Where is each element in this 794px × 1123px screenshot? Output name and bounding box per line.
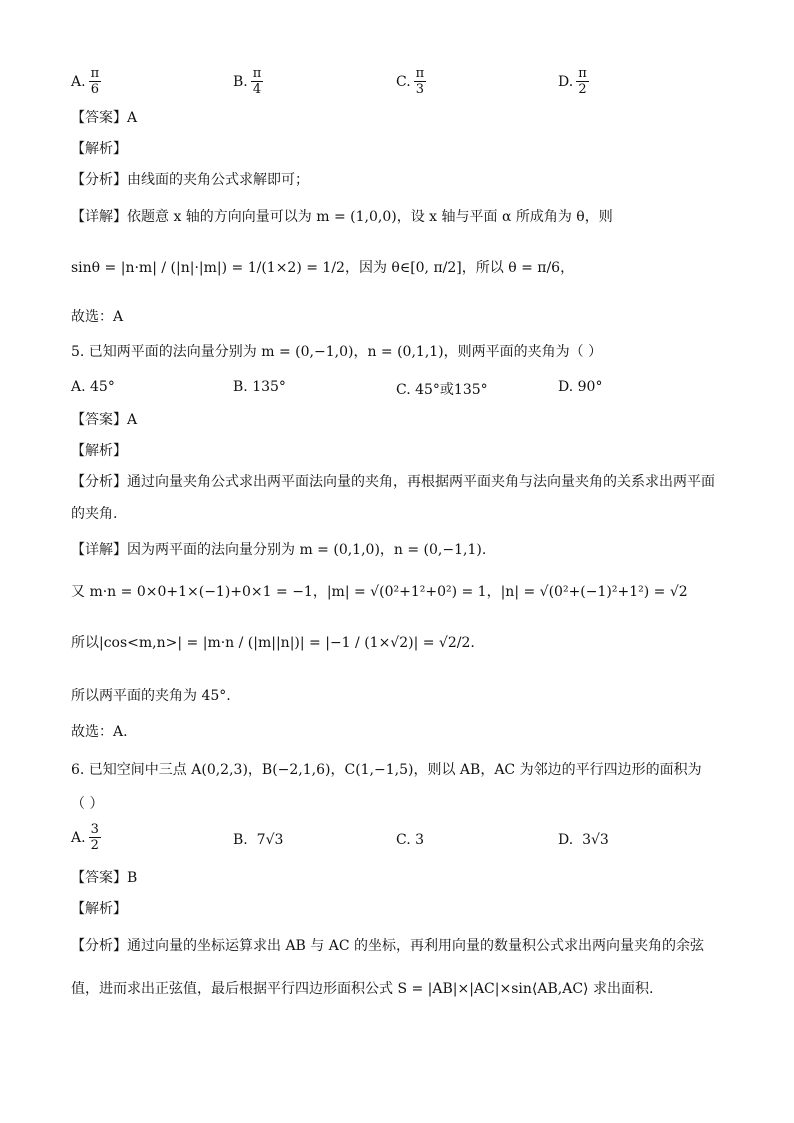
q5-pick: 故选：A. <box>71 724 128 740</box>
option-letter: C. <box>396 73 411 90</box>
option-value: 3 <box>415 832 425 848</box>
fenxi-text: 由线面的夹角公式求解即可； <box>127 172 309 188</box>
option-value: 7√3 <box>256 832 284 848</box>
q5-line-3: 所以|cos<m,n>| = |m·n / (|m||n|)| = |−1 / (1×√2)| = √2/2. <box>71 635 475 651</box>
q6-option-a <box>71 822 104 853</box>
q6-stem: 6. 已知空间中三点 A(0,2,3)，B(−2,1,6)，C(1,−1,5)，则以 AB，AC 为邻边的平行四边形的面积为 <box>71 762 702 778</box>
fenxi-text: 通过向量夹角公式求出两平面法向量的夹角，再根据两平面夹角与法向量夹角的关系求出两平面 <box>127 474 715 490</box>
q5-answer: 【答案】A <box>71 412 138 428</box>
q5-fenxi-cont: 的夹角. <box>71 506 118 522</box>
q6-option-c <box>396 832 424 848</box>
q5-stem: 5. 已知两平面的法向量分别为 m = (0,−1,0)，n = (0,1,1)，则两平面的夹角为（ ） <box>71 344 603 360</box>
detail-text: 依题意 x 轴的方向向量可以为 m = (1,0,0)，设 x 轴与平面 α 所成角为 θ，则 <box>127 209 613 225</box>
option-letter: A. <box>71 73 86 90</box>
q6-answer: 【答案】B <box>71 870 138 886</box>
q6-fenxi <box>71 936 704 956</box>
q5-line-4: 所以两平面的夹角为 45°. <box>71 688 231 704</box>
q5-detail <box>71 540 486 560</box>
fenxi-text: 通过向量的坐标运算求出 AB 与 AC 的坐标，再利用向量的数量积公式求出两向量夹角的余弦 <box>127 938 705 954</box>
q4-option-d <box>558 66 592 97</box>
q4-pick: 故选：A <box>71 309 124 325</box>
q4-fenxi <box>71 170 309 190</box>
q6-stem-paren: （ ） <box>71 796 104 812</box>
q4-detail <box>71 207 613 227</box>
option-fraction: $\frac{3}{2}$ <box>90 822 99 853</box>
option-fraction: $\frac{\pi}{6}$ <box>90 66 100 97</box>
option-letter: D. <box>558 73 574 90</box>
q4-analysis-heading: 【解析】 <box>71 141 127 157</box>
option-fraction: $\frac{\pi}{2}$ <box>578 66 587 97</box>
q4-option-b <box>233 66 266 97</box>
q5-analysis-heading: 【解析】 <box>71 443 127 459</box>
option-letter: D. <box>558 832 574 848</box>
option-fraction: $\frac{\pi}{4}$ <box>252 66 262 97</box>
q5-option-c: C. 45°或135° <box>396 382 488 398</box>
option-letter: A. <box>71 829 86 846</box>
option-letter: B. <box>233 73 248 90</box>
q5-option-a: A. 45° <box>71 379 115 395</box>
option-value: 3√3 <box>582 832 609 848</box>
q5-fenxi <box>71 472 715 492</box>
fenxi-tag: 【分析】 <box>71 938 127 954</box>
q4-option-a <box>71 66 104 97</box>
q5-option-d: D. 90° <box>558 379 603 395</box>
q6-option-d <box>558 832 609 848</box>
q4-option-c <box>396 66 429 97</box>
q6-fenxi-cont: 值，进而求出正弦值，最后根据平行四边形面积公式 S = |AB|×|AC|×sin⟨AB,AC⟩ 求出面积. <box>71 981 654 997</box>
option-letter: B. <box>233 832 248 848</box>
q5-option-b: B. 135° <box>233 379 286 395</box>
option-fraction: $\frac{\pi}{3}$ <box>415 66 425 97</box>
q4-answer: 【答案】A <box>71 110 138 126</box>
detail-tag: 【详解】 <box>71 542 127 558</box>
q4-formula: sinθ = |n·m| / (|n|·|m|) = 1/(1×2) = 1/2，因为 θ∈[0, π/2]，所以 θ = π/6， <box>71 260 575 276</box>
q6-analysis-heading: 【解析】 <box>71 901 127 917</box>
detail-tag: 【详解】 <box>71 209 127 225</box>
detail-text: 因为两平面的法向量分别为 m = (0,1,0)，n = (0,−1,1). <box>127 542 487 558</box>
fenxi-tag: 【分析】 <box>71 474 127 490</box>
q5-line-2: 又 m·n = 0×0+1×(−1)+0×1 = −1，|m| = √(0²+1²+0²) = 1，|n| = √(0²+(−1)²+1²) = √2 <box>71 584 688 600</box>
q6-option-b <box>233 832 283 848</box>
option-letter: C. <box>396 832 411 848</box>
fenxi-tag: 【分析】 <box>71 172 127 188</box>
